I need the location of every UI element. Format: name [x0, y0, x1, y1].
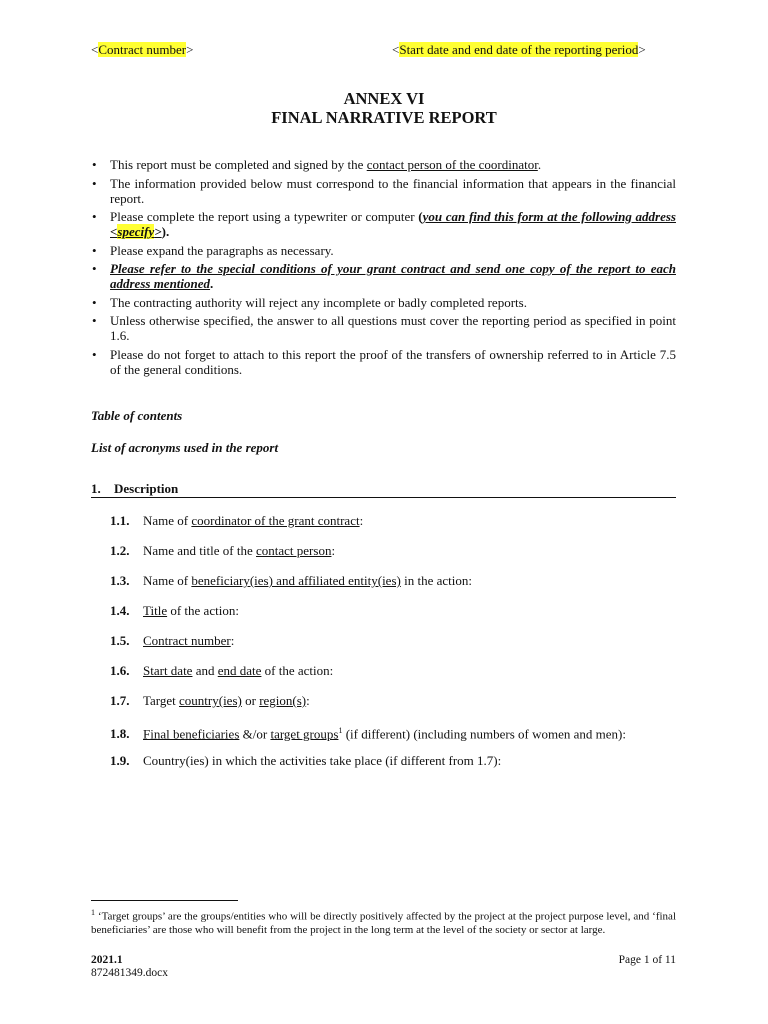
description-item: 1.1. Name of coordinator of the grant contract: [110, 513, 364, 528]
header-contract-number: <Contract number> [91, 42, 194, 57]
contact-person-link: contact person of the coordinator [366, 157, 538, 172]
description-heading: 1. Description [91, 481, 676, 498]
description-item: 1.2. Name and title of the contact person: [110, 543, 336, 558]
description-item: 1.9. Country(ies) in which the activities take place (if different from 1.7): [110, 753, 502, 768]
bullet-icon: • [92, 294, 97, 310]
bullet-icon: • [92, 157, 97, 172]
list-item: • Unless otherwise specified, the answer to all questions must cover the reporting period as specified in point 1.6. [92, 313, 676, 343]
title-report: FINAL NARRATIVE REPORT [271, 108, 497, 127]
instructions-list [91, 157, 676, 380]
bullet-icon: • [92, 209, 97, 224]
bullet-icon: • [92, 242, 97, 258]
description-item: 1.3. Name of beneficiary(ies) and affiliated entity(ies) in the action: [110, 573, 472, 588]
contract-number-placeholder: Contract number [98, 42, 187, 57]
table-of-contents-heading: Table of contents [91, 408, 183, 423]
list-item: • Please expand the paragraphs as necessary. [92, 242, 334, 258]
acronyms-heading: List of acronyms used in the report [91, 440, 279, 455]
list-item: • The information provided below must correspond to the financial information that appears in the financial report. [92, 175, 676, 206]
bullet-icon: • [92, 261, 97, 276]
list-item: • The contracting authority will reject any incomplete or badly completed reports. [92, 294, 527, 310]
bullet-icon: • [92, 346, 97, 362]
description-item: 1.6. Start date and end date of the action: [110, 663, 334, 678]
footnote: $^1$ ‘Target groups’ are the groups/entities who will be directly positively affected by the project at the project purpose level, and ‘final beneficiaries’ are those who will benefit from the project in the long term at the level of the society or sector at large. [91, 908, 676, 937]
list-item: • Please complete the report using a typewriter or computer (you can find this form at the following address <specify>). [92, 209, 676, 239]
footer-version: 2021.1 [91, 954, 123, 966]
list-item: • Please do not forget to attach to this report the proof of the transfers of ownership referred to in Article 7.5 of the general conditions. [92, 346, 676, 377]
description-item: 1.5. Contract number: [110, 633, 235, 648]
description-item: 1.4. Title of the action: [110, 603, 239, 618]
bullet-icon: • [92, 313, 97, 328]
description-item: 1.8. Final beneficiaries &/or target groups$^1$ (if different) (including numbers of women and men): [110, 726, 626, 742]
footer-filename: 872481349.docx [91, 967, 168, 979]
description-item: 1.7. Target country(ies) or region(s): [110, 693, 310, 708]
list-item: • Please refer to the special conditions of your grant contract and send one copy of the report to each address mentioned. [92, 261, 676, 291]
list-item: • This report must be completed and signed by the contact person of the coordinator. [92, 157, 542, 172]
reporting-period-placeholder: Start date and end date of the reporting period [399, 42, 639, 57]
document-title [0, 89, 768, 127]
specify-placeholder: specify [117, 224, 155, 239]
footnote-separator [91, 900, 238, 901]
title-annex: ANNEX VI [343, 89, 425, 108]
bullet-icon: • [92, 175, 97, 191]
header-reporting-period: <Start date and end date of the reporting period> [392, 42, 646, 57]
footer-page-number: Page 1 of 11 [618, 954, 676, 966]
